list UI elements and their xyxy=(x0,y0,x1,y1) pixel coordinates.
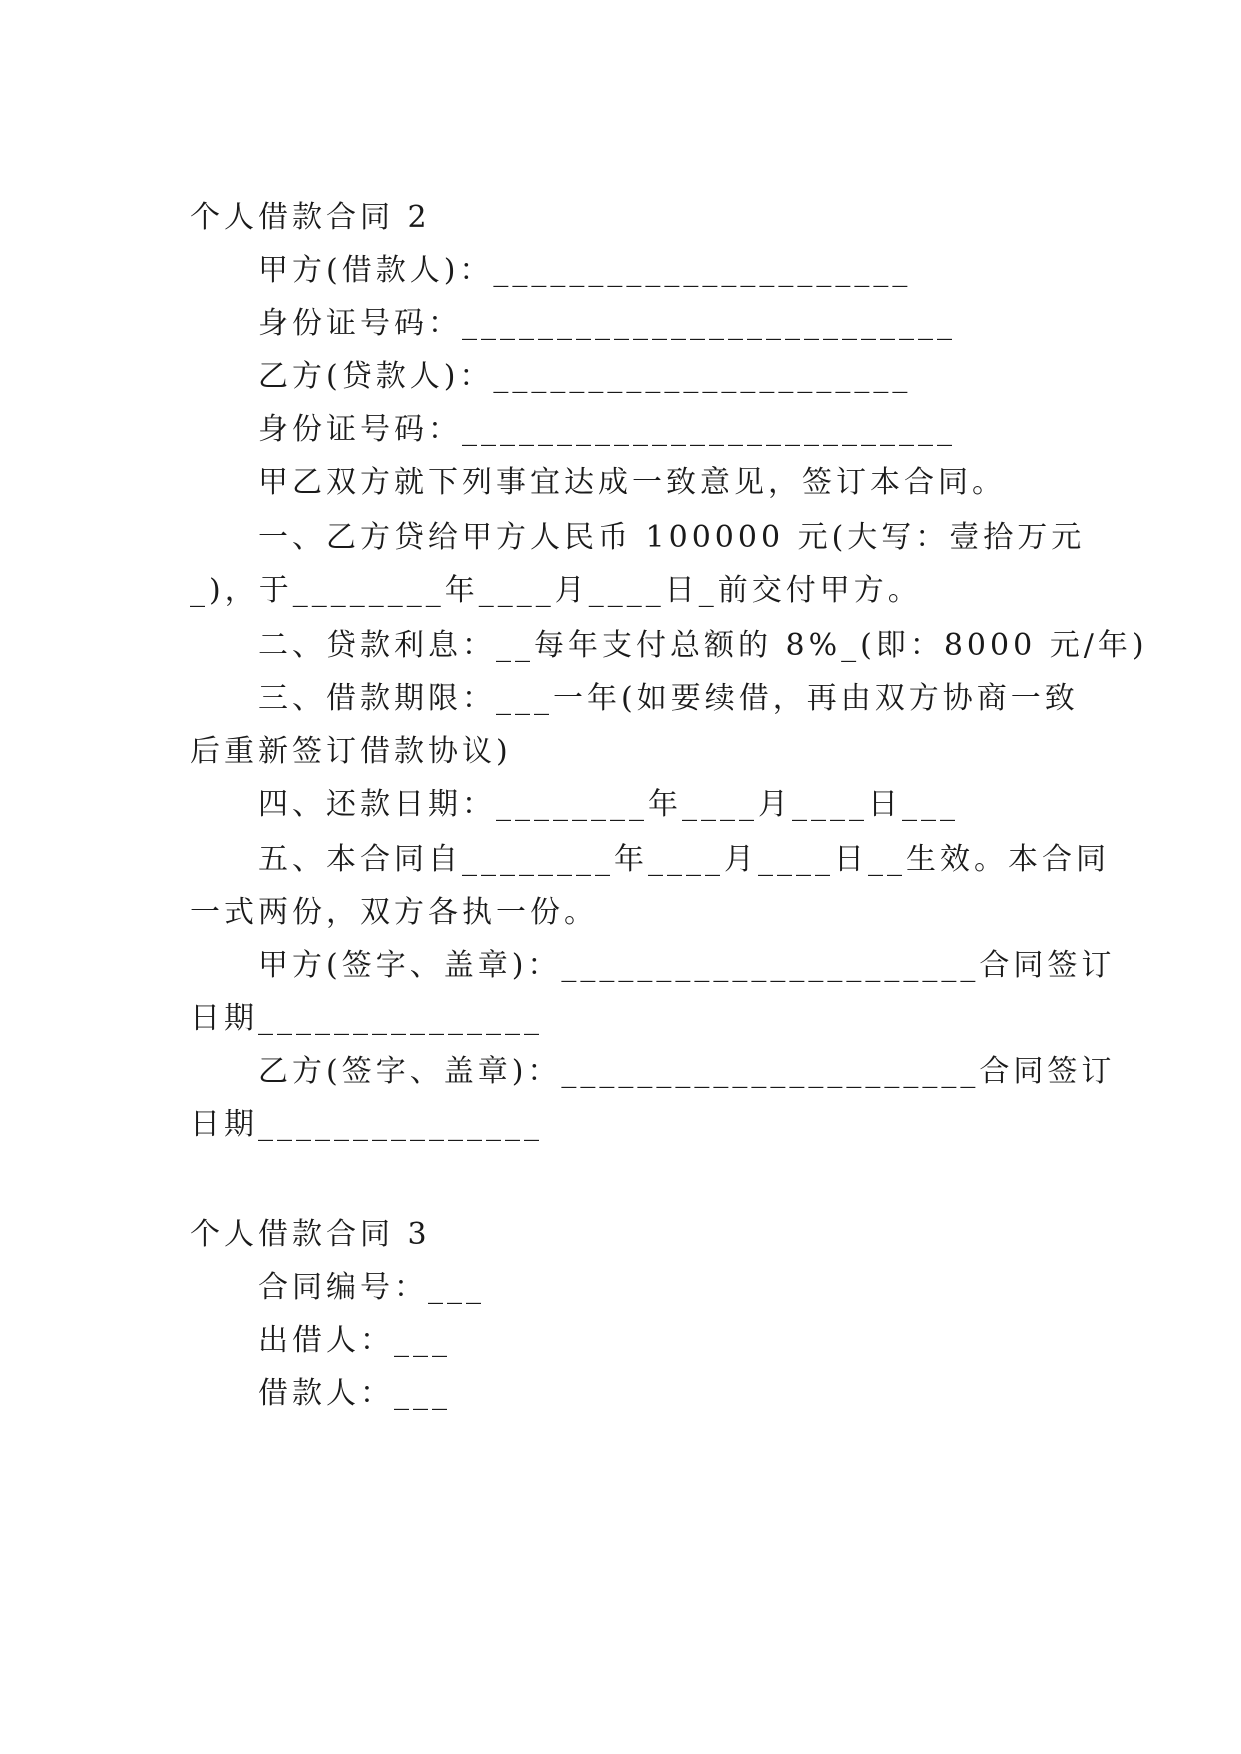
clause-2: 二、贷款利息：__每年支付总额的 8%_(即：8000 元/年) xyxy=(258,628,1148,663)
clause-1-line-2: _)，于________年____月____日_前交付甲方。 xyxy=(190,573,922,608)
clause-3-line-1: 三、借款期限：___一年(如要续借，再由双方协商一致 xyxy=(258,681,1079,716)
clause-3-line-2: 后重新签订借款协议) xyxy=(190,734,512,769)
agreement-intro: 甲乙双方就下列事宜达成一致意见，签订本合同。 xyxy=(258,465,1006,500)
clause-1-line-1: 一、乙方贷给甲方人民币 100000 元(大写：壹拾万元 xyxy=(258,520,1086,555)
section3-title: 个人借款合同 3 xyxy=(190,1217,431,1252)
clause-5-line-1: 五、本合同自________年____月____日__生效。本合同 xyxy=(258,842,1110,877)
signature-a-line-1: 甲方(签字、盖章)：______________________合同签订 xyxy=(258,948,1116,983)
clause-4: 四、还款日期：________年____月____日___ xyxy=(258,787,959,822)
id-number-a-field: 身份证号码：__________________________ xyxy=(258,306,956,341)
id-number-b-field: 身份证号码：__________________________ xyxy=(258,412,956,447)
party-a-field: 甲方(借款人)：______________________ xyxy=(258,253,912,288)
section2-title: 个人借款合同 2 xyxy=(190,200,431,235)
signature-b-line-1: 乙方(签字、盖章)：______________________合同签订 xyxy=(258,1054,1116,1089)
lender-field: 出借人：___ xyxy=(258,1323,451,1358)
borrower-field: 借款人：___ xyxy=(258,1376,451,1411)
clause-5-line-2: 一式两份，双方各执一份。 xyxy=(190,895,598,930)
signature-b-line-2: 日期_______________ xyxy=(190,1107,543,1142)
contract-number-field: 合同编号：___ xyxy=(258,1270,485,1305)
signature-a-line-2: 日期_______________ xyxy=(190,1001,543,1036)
party-b-field: 乙方(贷款人)：______________________ xyxy=(258,359,912,394)
